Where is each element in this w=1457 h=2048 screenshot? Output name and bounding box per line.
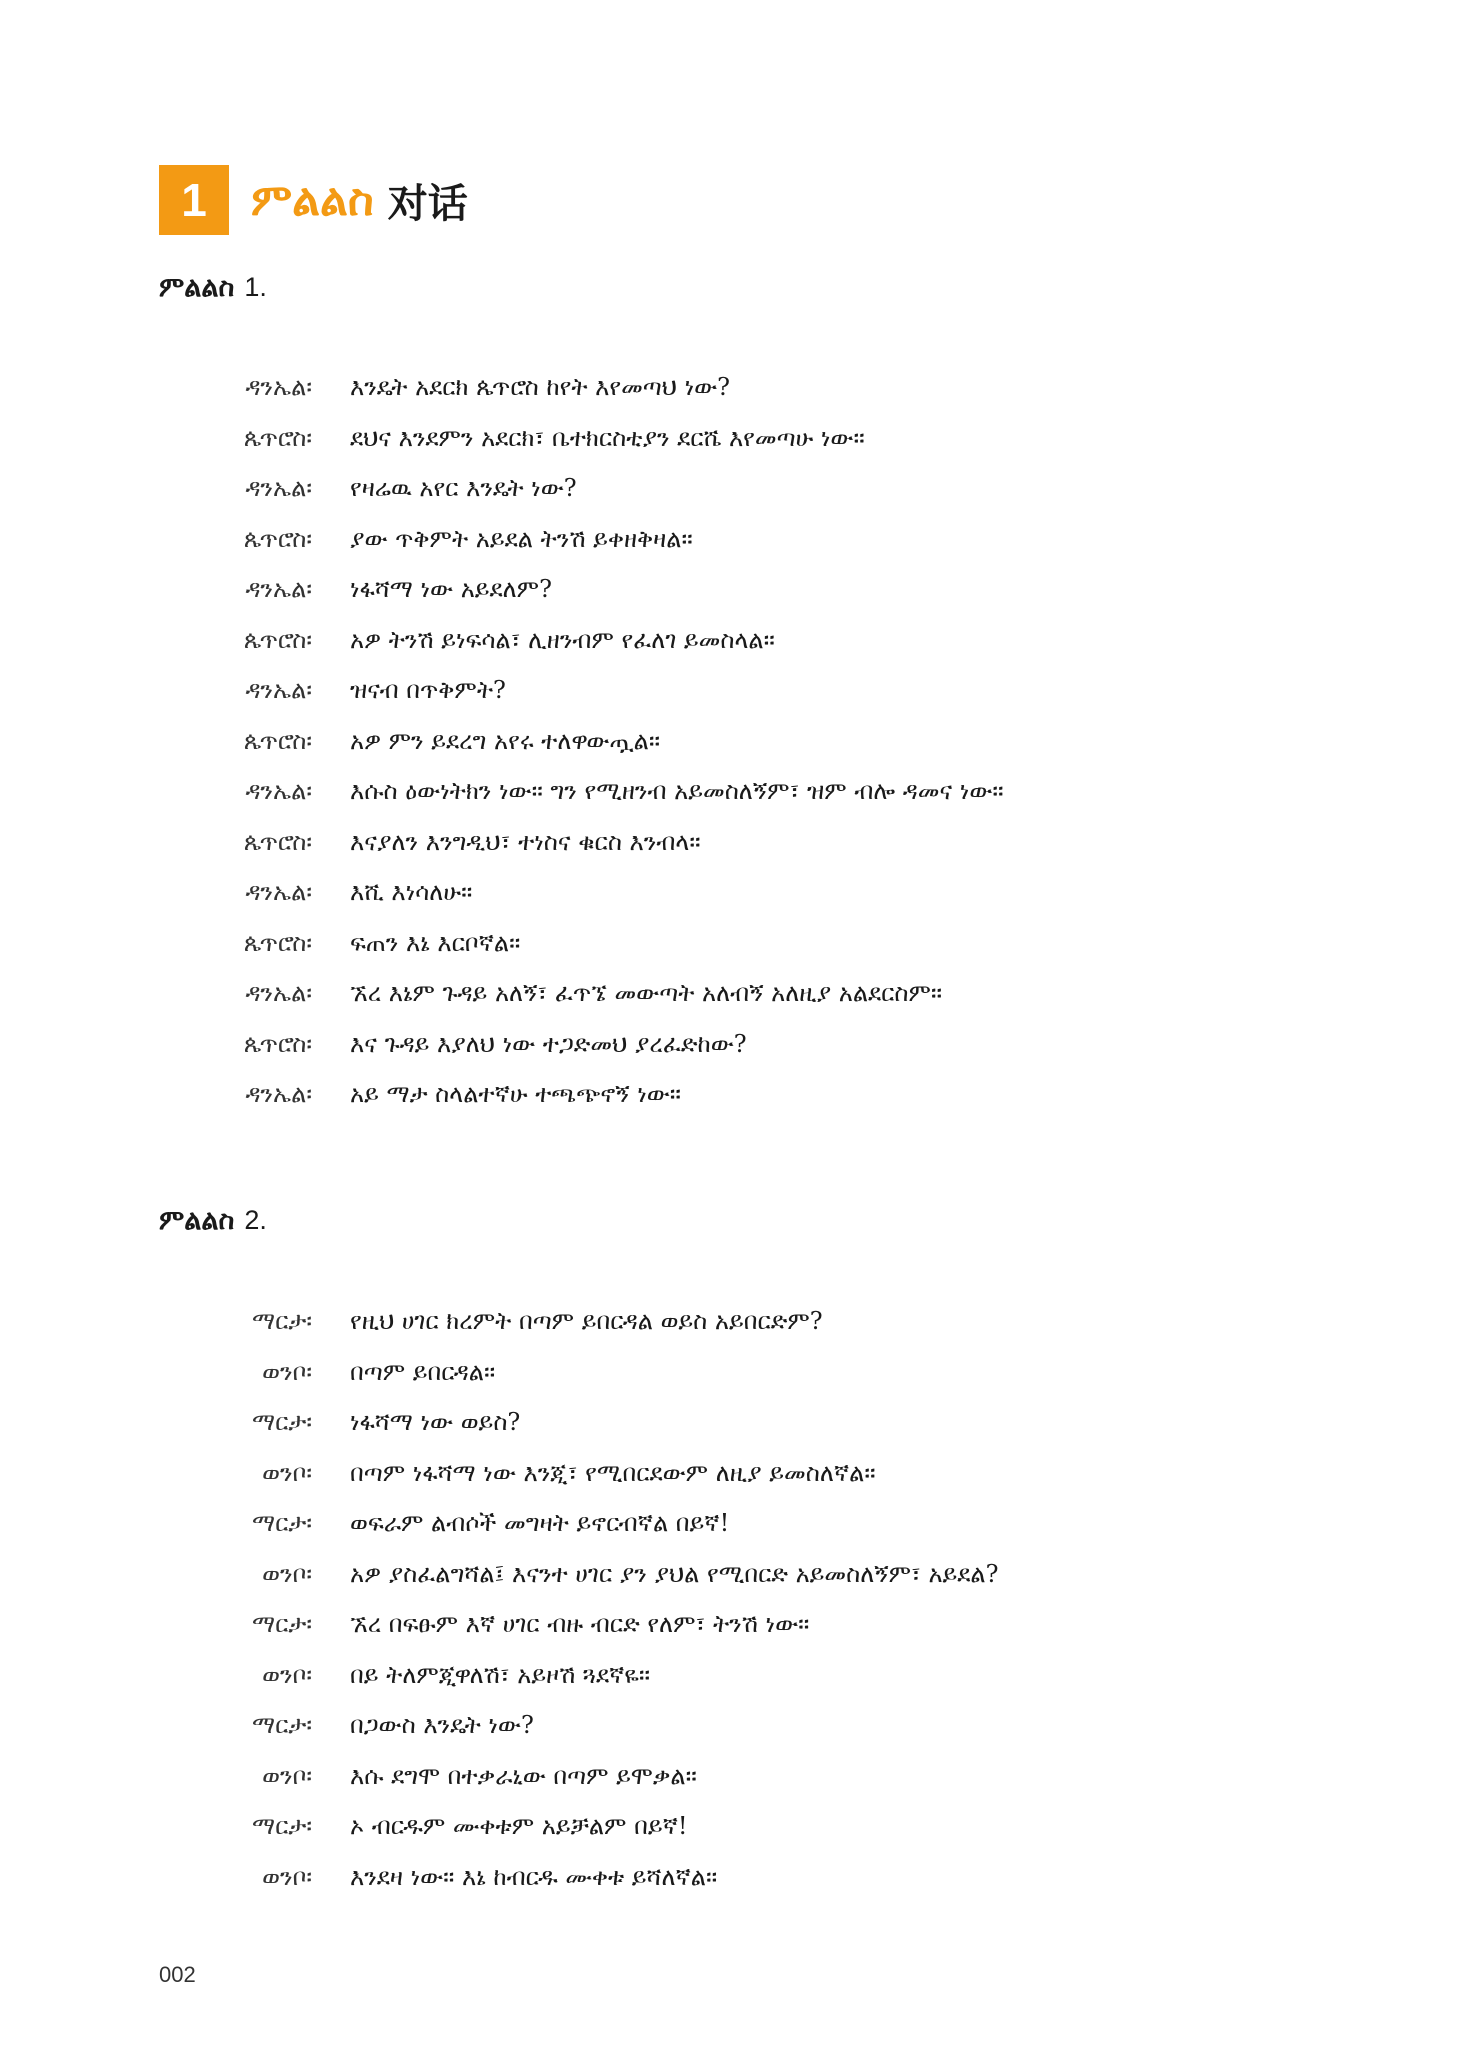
dialogue-line <box>0 615 1457 666</box>
speaker-name: ዳንኤል፡ <box>245 1080 312 1108</box>
dialogue-line <box>0 1751 1457 1802</box>
speaker-name: ወንቦ፡ <box>262 1862 312 1891</box>
utterance-text: አይ ማታ ስላልተኛሁ ተጫጭኖኝ ነው። <box>350 1080 681 1108</box>
dialogue-line <box>0 1019 1457 1070</box>
utterance-text: ኧረ በፍፁም እኛ ሀገር ብዙ ብርድ የለም፣ ትንሽ ነው። <box>350 1610 810 1638</box>
utterance-text: እንዴት አደርክ ጴጥሮስ ከየት እየመጣህ ነው? <box>350 373 731 401</box>
speaker-name: ማርታ፡ <box>251 1408 312 1436</box>
utterance-text: የዛሬዉ አየር እንዴት ነው? <box>350 474 577 502</box>
speaker-name: ዳንኤል፡ <box>245 878 312 906</box>
utterance-text: ያው ጥቅምት አይደል ትንሽ ይቀዘቅዛል። <box>350 524 693 553</box>
dialogue-line <box>0 817 1457 868</box>
dialogue-line <box>0 362 1457 413</box>
speaker-name: ጴጥሮስ፡ <box>243 1029 312 1058</box>
utterance-text: ዝናብ በጥቅምት? <box>350 676 506 704</box>
speaker-name: ጴጥሮስ፡ <box>243 827 312 856</box>
utterance-text: እና ጉዳይ እያለህ ነው ተጋድመህ ያረፈድከው? <box>350 1029 747 1058</box>
dialogue-line <box>0 413 1457 464</box>
chapter-title-amharic: ምልልስ <box>251 174 374 226</box>
dialogue-1 <box>0 362 1457 1120</box>
utterance-text: እሺ እነሳለሁ። <box>350 878 473 906</box>
speaker-name: ወንቦ፡ <box>262 1761 312 1790</box>
speaker-name: ዳንኤል፡ <box>245 777 312 805</box>
dialogue-line <box>0 1296 1457 1347</box>
utterance-text: ነፋሻማ ነው ወይስ? <box>350 1408 521 1436</box>
section-number: 1. <box>244 272 267 302</box>
dialogue-line <box>0 1700 1457 1751</box>
utterance-text: አዎ ያስፈልግሻል፤ እናንተ ሀገር ያን ያህል የሚበርድ አይመስለኝም፣ አይደል? <box>350 1559 999 1588</box>
speaker-name: ማርታ፡ <box>251 1812 312 1840</box>
dialogue-line <box>0 716 1457 767</box>
dialogue-line <box>0 1549 1457 1600</box>
speaker-name: ዳንኤል፡ <box>245 575 312 603</box>
dialogue-line <box>0 867 1457 918</box>
utterance-text: እሱስ ዕውነትክን ነው። ግን የሚዘንብ አይመስለኝም፣ ዝም ብሎ ዳመና ነው። <box>350 777 1004 805</box>
dialogue-line <box>0 1801 1457 1852</box>
utterance-text: በጣም ነፋሻማ ነው እንጂ፣ የሚበርደውም ለዚያ ይመስለኛል። <box>350 1458 876 1487</box>
speaker-name: ጴጥሮስ፡ <box>243 726 312 755</box>
dialogue-line <box>0 766 1457 817</box>
utterance-text: በጣም ይበርዳል። <box>350 1357 496 1386</box>
utterance-text: እናያለን እንግዲህ፣ ተነስና ቁርስ እንብላ። <box>350 827 701 856</box>
utterance-text: እሱ ደግሞ በተቃራኒው በጣም ይሞቃል። <box>350 1761 697 1790</box>
chapter-title-chinese: 对话 <box>387 180 468 227</box>
speaker-name: ወንቦ፡ <box>262 1660 312 1689</box>
speaker-name: ጴጥሮስ፡ <box>243 423 312 452</box>
section-heading-2 <box>159 1205 267 1237</box>
dialogue-line <box>0 968 1457 1019</box>
chapter-number-badge: 1 <box>159 165 229 235</box>
speaker-name: ዳንኤል፡ <box>245 676 312 704</box>
utterance-text: ኧረ እኔም ጉዳይ አለኝ፣ ፈጥኜ መውጣት አለብኝ አለዚያ አልደርስም። <box>350 979 943 1007</box>
dialogue-line <box>0 665 1457 716</box>
section-heading-label: ምልልስ <box>159 272 235 303</box>
dialogue-line <box>0 1069 1457 1120</box>
utterance-text: አዎ ትንሽ ይነፍሳል፣ ሊዘንብም የፈለገ ይመስላል። <box>350 625 775 654</box>
speaker-name: ዳንኤል፡ <box>245 373 312 401</box>
speaker-name: ማርታ፡ <box>251 1711 312 1739</box>
dialogue-line <box>0 1852 1457 1903</box>
utterance-text: ደህና እንደምን አደርክ፣ ቤተክርስቲያን ደርሼ እየመጣሁ ነው። <box>350 423 865 452</box>
utterance-text: ወፍራም ልብሶች መግዛት ይኖርብኛል በይኛ! <box>350 1509 730 1537</box>
dialogue-line <box>0 1599 1457 1650</box>
speaker-name: ጴጥሮስ፡ <box>243 928 312 957</box>
utterance-text: አዎ ምን ይደረግ አየሩ ተለዋውጧል። <box>350 726 661 755</box>
dialogue-line <box>0 564 1457 615</box>
speaker-name: ዳንኤል፡ <box>245 979 312 1007</box>
section-heading-1 <box>159 272 267 304</box>
dialogue-2 <box>0 1296 1457 1902</box>
dialogue-line <box>0 1448 1457 1499</box>
chapter-header <box>159 165 468 235</box>
dialogue-line <box>0 918 1457 969</box>
dialogue-line <box>0 1498 1457 1549</box>
dialogue-line <box>0 1347 1457 1398</box>
utterance-text: ፍጠን እኔ እርቦኛል። <box>350 928 521 957</box>
speaker-name: ወንቦ፡ <box>262 1458 312 1487</box>
utterance-text: በይ ትለምጂዋለሽ፣ አይዞሽ ጓደኛዬ። <box>350 1660 651 1689</box>
dialogue-line <box>0 514 1457 565</box>
utterance-text: በጋውስ እንዴት ነው? <box>350 1711 534 1739</box>
page-number: 002 <box>159 1962 196 1987</box>
speaker-name: ማርታ፡ <box>251 1307 312 1335</box>
speaker-name: ማርታ፡ <box>251 1610 312 1638</box>
section-number: 2. <box>244 1205 267 1235</box>
speaker-name: ማርታ፡ <box>251 1509 312 1537</box>
dialogue-line <box>0 463 1457 514</box>
speaker-name: ወንቦ፡ <box>262 1357 312 1386</box>
speaker-name: ዳንኤል፡ <box>245 474 312 502</box>
dialogue-line <box>0 1397 1457 1448</box>
utterance-text: ነፋሻማ ነው አይደለም? <box>350 575 552 603</box>
section-heading-label: ምልልስ <box>159 1205 235 1236</box>
speaker-name: ወንቦ፡ <box>262 1559 312 1588</box>
dialogue-line <box>0 1650 1457 1701</box>
utterance-text: እንደዛ ነው። እኔ ከብርዱ ሙቀቱ ይሻለኛል። <box>350 1862 718 1891</box>
speaker-name: ጴጥሮስ፡ <box>243 524 312 553</box>
utterance-text: የዚህ ሀገር ክረምት በጣም ይበርዳል ወይስ አይበርድም? <box>350 1307 823 1335</box>
speaker-name: ጴጥሮስ፡ <box>243 625 312 654</box>
utterance-text: ኦ ብርዱም ሙቀቱም አይቻልም በይኛ! <box>350 1812 688 1840</box>
